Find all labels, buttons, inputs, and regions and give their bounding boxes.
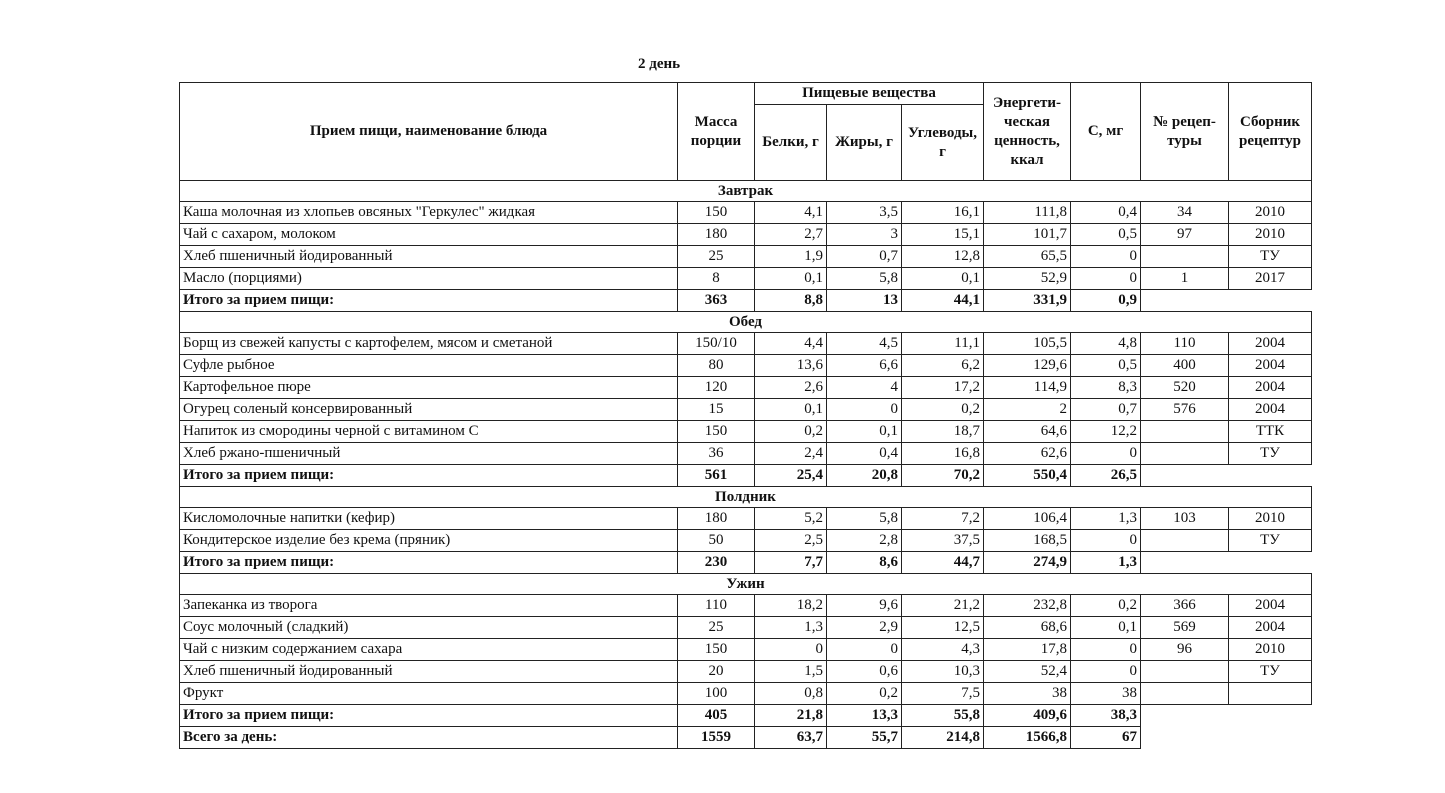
meal-total-fat: 8,6 [827, 552, 902, 574]
dish-collection: 2004 [1229, 595, 1312, 617]
day-total-protein: 63,7 [755, 727, 827, 749]
dish-name: Картофельное пюре [180, 377, 678, 399]
dish-fat: 2,8 [827, 530, 902, 552]
dish-vitc: 0,5 [1071, 224, 1141, 246]
dish-name: Фрукт [180, 683, 678, 705]
meal-total-mass: 363 [678, 290, 755, 312]
dish-fat: 6,6 [827, 355, 902, 377]
dish-name: Масло (порциями) [180, 268, 678, 290]
header-nutrients: Пищевые вещества [755, 83, 984, 105]
dish-fat: 3,5 [827, 202, 902, 224]
dish-protein: 5,2 [755, 508, 827, 530]
dish-protein: 0,8 [755, 683, 827, 705]
dish-row [180, 639, 1312, 661]
dish-row [180, 246, 1312, 268]
dish-vitc: 4,8 [1071, 333, 1141, 355]
meal-total-label: Итого за прием пищи: [180, 465, 678, 487]
dish-carbs: 10,3 [902, 661, 984, 683]
header-vitc: С, мг [1071, 83, 1141, 181]
header-collection: Сборник рецептур [1229, 83, 1312, 181]
dish-name: Соус молочный (сладкий) [180, 617, 678, 639]
dish-mass: 25 [678, 617, 755, 639]
dish-recipe: 520 [1141, 377, 1229, 399]
dish-energy: 68,6 [984, 617, 1071, 639]
dish-carbs: 4,3 [902, 639, 984, 661]
dish-vitc: 12,2 [1071, 421, 1141, 443]
dish-vitc: 0 [1071, 639, 1141, 661]
meal-total-carbs: 55,8 [902, 705, 984, 727]
meal-total-carbs: 70,2 [902, 465, 984, 487]
dish-recipe: 569 [1141, 617, 1229, 639]
section-title: Ужин [180, 574, 1312, 595]
dish-name: Хлеб пшеничный йодированный [180, 661, 678, 683]
dish-collection: 2010 [1229, 202, 1312, 224]
meal-total-energy: 331,9 [984, 290, 1071, 312]
dish-name: Запеканка из творога [180, 595, 678, 617]
day-total-energy: 1566,8 [984, 727, 1071, 749]
dish-vitc: 0 [1071, 246, 1141, 268]
dish-fat: 0,2 [827, 683, 902, 705]
day-total-carbs: 214,8 [902, 727, 984, 749]
dish-fat: 9,6 [827, 595, 902, 617]
dish-protein: 13,6 [755, 355, 827, 377]
dish-mass: 100 [678, 683, 755, 705]
dish-fat: 0,1 [827, 421, 902, 443]
meal-total-protein: 25,4 [755, 465, 827, 487]
blank-cell [1141, 705, 1312, 727]
dish-vitc: 0,2 [1071, 595, 1141, 617]
dish-recipe [1141, 683, 1229, 705]
dish-fat: 0 [827, 639, 902, 661]
dish-vitc: 0,1 [1071, 617, 1141, 639]
meal-total-label: Итого за прием пищи: [180, 290, 678, 312]
meal-total-row [180, 290, 1312, 312]
dish-collection: 2004 [1229, 617, 1312, 639]
dish-vitc: 8,3 [1071, 377, 1141, 399]
meal-total-label: Итого за прием пищи: [180, 705, 678, 727]
dish-carbs: 7,2 [902, 508, 984, 530]
dish-carbs: 12,5 [902, 617, 984, 639]
dish-row [180, 224, 1312, 246]
dish-collection: 2010 [1229, 224, 1312, 246]
dish-protein: 2,5 [755, 530, 827, 552]
section-row [180, 487, 1312, 508]
dish-carbs: 15,1 [902, 224, 984, 246]
dish-row [180, 617, 1312, 639]
dish-vitc: 0 [1071, 443, 1141, 465]
dish-vitc: 0,7 [1071, 399, 1141, 421]
header-meal: Прием пищи, наименование блюда [180, 83, 678, 181]
section-row [180, 312, 1312, 333]
dish-carbs: 16,1 [902, 202, 984, 224]
dish-collection: ТУ [1229, 661, 1312, 683]
dish-collection: ТУ [1229, 443, 1312, 465]
dish-row [180, 268, 1312, 290]
dish-carbs: 0,1 [902, 268, 984, 290]
dish-row [180, 377, 1312, 399]
dish-protein: 1,9 [755, 246, 827, 268]
dish-mass: 150 [678, 639, 755, 661]
dish-protein: 0 [755, 639, 827, 661]
header-mass: Масса порции [678, 83, 755, 181]
dish-row [180, 443, 1312, 465]
dish-fat: 2,9 [827, 617, 902, 639]
dish-protein: 0,1 [755, 399, 827, 421]
dish-name: Кондитерское изделие без крема (пряник) [180, 530, 678, 552]
header-fat: Жиры, г [827, 105, 902, 181]
meal-total-fat: 13 [827, 290, 902, 312]
dish-vitc: 0 [1071, 661, 1141, 683]
dish-row [180, 530, 1312, 552]
header-recipe-no: № рецеп-туры [1141, 83, 1229, 181]
dish-carbs: 21,2 [902, 595, 984, 617]
dish-mass: 50 [678, 530, 755, 552]
dish-carbs: 7,5 [902, 683, 984, 705]
meal-total-row [180, 705, 1312, 727]
meal-total-fat: 20,8 [827, 465, 902, 487]
day-total-vitc: 67 [1071, 727, 1141, 749]
dish-collection: 2010 [1229, 508, 1312, 530]
dish-vitc: 38 [1071, 683, 1141, 705]
dish-energy: 52,4 [984, 661, 1071, 683]
dish-mass: 120 [678, 377, 755, 399]
dish-carbs: 6,2 [902, 355, 984, 377]
meal-total-vitc: 26,5 [1071, 465, 1141, 487]
dish-collection: 2004 [1229, 377, 1312, 399]
dish-collection: ТУ [1229, 246, 1312, 268]
dish-row [180, 399, 1312, 421]
header-carbs: Углеводы, г [902, 105, 984, 181]
dish-carbs: 17,2 [902, 377, 984, 399]
dish-protein: 4,4 [755, 333, 827, 355]
section-row [180, 574, 1312, 595]
dish-mass: 20 [678, 661, 755, 683]
dish-name: Чай с низким содержанием сахара [180, 639, 678, 661]
meal-total-mass: 230 [678, 552, 755, 574]
dish-recipe: 34 [1141, 202, 1229, 224]
day-total-row [180, 727, 1312, 749]
dish-vitc: 0,4 [1071, 202, 1141, 224]
dish-carbs: 18,7 [902, 421, 984, 443]
day-total-fat: 55,7 [827, 727, 902, 749]
dish-energy: 65,5 [984, 246, 1071, 268]
dish-energy: 105,5 [984, 333, 1071, 355]
dish-name: Хлеб ржано-пшеничный [180, 443, 678, 465]
dish-mass: 180 [678, 508, 755, 530]
dish-collection: 2004 [1229, 355, 1312, 377]
dish-recipe: 97 [1141, 224, 1229, 246]
meal-total-row [180, 465, 1312, 487]
dish-mass: 150/10 [678, 333, 755, 355]
dish-name: Чай с сахаром, молоком [180, 224, 678, 246]
blank-cell [1141, 552, 1312, 574]
dish-energy: 111,8 [984, 202, 1071, 224]
dish-collection: 2010 [1229, 639, 1312, 661]
section-row [180, 181, 1312, 202]
dish-fat: 5,8 [827, 508, 902, 530]
dish-collection: 2017 [1229, 268, 1312, 290]
header-energy: Энергети-ческая ценность, ккал [984, 83, 1071, 181]
dish-protein: 0,1 [755, 268, 827, 290]
meal-total-energy: 409,6 [984, 705, 1071, 727]
meal-total-vitc: 1,3 [1071, 552, 1141, 574]
dish-energy: 38 [984, 683, 1071, 705]
dish-recipe [1141, 246, 1229, 268]
dish-recipe: 110 [1141, 333, 1229, 355]
dish-energy: 17,8 [984, 639, 1071, 661]
dish-mass: 80 [678, 355, 755, 377]
dish-recipe: 576 [1141, 399, 1229, 421]
dish-mass: 36 [678, 443, 755, 465]
dish-energy: 232,8 [984, 595, 1071, 617]
dish-row [180, 683, 1312, 705]
section-title: Завтрак [180, 181, 1312, 202]
header-protein: Белки, г [755, 105, 827, 181]
dish-recipe [1141, 530, 1229, 552]
dish-name: Огурец соленый консервированный [180, 399, 678, 421]
dish-energy: 129,6 [984, 355, 1071, 377]
dish-fat: 4 [827, 377, 902, 399]
dish-name: Суфле рыбное [180, 355, 678, 377]
dish-energy: 114,9 [984, 377, 1071, 399]
dish-row [180, 508, 1312, 530]
dish-recipe: 366 [1141, 595, 1229, 617]
dish-protein: 1,5 [755, 661, 827, 683]
menu-table [179, 82, 1312, 749]
blank-cell [1141, 727, 1312, 749]
dish-protein: 2,4 [755, 443, 827, 465]
meal-total-carbs: 44,7 [902, 552, 984, 574]
dish-carbs: 11,1 [902, 333, 984, 355]
dish-name: Напиток из смородины черной с витамином С [180, 421, 678, 443]
meal-total-row [180, 552, 1312, 574]
dish-carbs: 37,5 [902, 530, 984, 552]
day-title: 2 день [638, 56, 681, 72]
dish-collection: ТТК [1229, 421, 1312, 443]
dish-row [180, 421, 1312, 443]
dish-recipe: 1 [1141, 268, 1229, 290]
dish-recipe [1141, 421, 1229, 443]
dish-vitc: 0 [1071, 268, 1141, 290]
dish-fat: 0 [827, 399, 902, 421]
dish-collection: 2004 [1229, 399, 1312, 421]
blank-cell [1141, 290, 1312, 312]
meal-total-vitc: 0,9 [1071, 290, 1141, 312]
dish-name: Борщ из свежей капусты с картофелем, мясом и сметаной [180, 333, 678, 355]
dish-vitc: 0,5 [1071, 355, 1141, 377]
dish-name: Хлеб пшеничный йодированный [180, 246, 678, 268]
meal-total-protein: 21,8 [755, 705, 827, 727]
day-total-mass: 1559 [678, 727, 755, 749]
meal-total-energy: 550,4 [984, 465, 1071, 487]
dish-protein: 1,3 [755, 617, 827, 639]
dish-energy: 101,7 [984, 224, 1071, 246]
dish-vitc: 1,3 [1071, 508, 1141, 530]
dish-collection: 2004 [1229, 333, 1312, 355]
meal-total-label: Итого за прием пищи: [180, 552, 678, 574]
dish-protein: 2,7 [755, 224, 827, 246]
section-title: Обед [180, 312, 1312, 333]
meal-total-protein: 8,8 [755, 290, 827, 312]
dish-row [180, 333, 1312, 355]
dish-fat: 3 [827, 224, 902, 246]
dish-protein: 2,6 [755, 377, 827, 399]
dish-name: Каша молочная из хлопьев овсяных "Геркулес" жидкая [180, 202, 678, 224]
dish-collection: ТУ [1229, 530, 1312, 552]
meal-total-carbs: 44,1 [902, 290, 984, 312]
dish-row [180, 595, 1312, 617]
dish-row [180, 355, 1312, 377]
menu-body [180, 181, 1312, 749]
dish-protein: 4,1 [755, 202, 827, 224]
dish-mass: 25 [678, 246, 755, 268]
dish-fat: 4,5 [827, 333, 902, 355]
dish-protein: 18,2 [755, 595, 827, 617]
dish-carbs: 16,8 [902, 443, 984, 465]
dish-mass: 15 [678, 399, 755, 421]
meal-total-mass: 561 [678, 465, 755, 487]
dish-energy: 168,5 [984, 530, 1071, 552]
dish-mass: 150 [678, 421, 755, 443]
dish-recipe: 96 [1141, 639, 1229, 661]
dish-energy: 62,6 [984, 443, 1071, 465]
dish-name: Кисломолочные напитки (кефир) [180, 508, 678, 530]
dish-recipe [1141, 661, 1229, 683]
dish-collection [1229, 683, 1312, 705]
dish-mass: 150 [678, 202, 755, 224]
meal-total-protein: 7,7 [755, 552, 827, 574]
dish-energy: 52,9 [984, 268, 1071, 290]
dish-row [180, 661, 1312, 683]
section-title: Полдник [180, 487, 1312, 508]
dish-mass: 110 [678, 595, 755, 617]
dish-row [180, 202, 1312, 224]
dish-carbs: 12,8 [902, 246, 984, 268]
meal-total-vitc: 38,3 [1071, 705, 1141, 727]
dish-fat: 0,6 [827, 661, 902, 683]
dish-mass: 8 [678, 268, 755, 290]
day-total-label: Всего за день: [180, 727, 678, 749]
dish-energy: 106,4 [984, 508, 1071, 530]
dish-energy: 64,6 [984, 421, 1071, 443]
dish-carbs: 0,2 [902, 399, 984, 421]
dish-fat: 5,8 [827, 268, 902, 290]
blank-cell [1141, 465, 1312, 487]
dish-protein: 0,2 [755, 421, 827, 443]
dish-recipe [1141, 443, 1229, 465]
dish-recipe: 400 [1141, 355, 1229, 377]
dish-fat: 0,4 [827, 443, 902, 465]
dish-fat: 0,7 [827, 246, 902, 268]
dish-energy: 2 [984, 399, 1071, 421]
meal-total-fat: 13,3 [827, 705, 902, 727]
dish-vitc: 0 [1071, 530, 1141, 552]
dish-recipe: 103 [1141, 508, 1229, 530]
meal-total-mass: 405 [678, 705, 755, 727]
meal-total-energy: 274,9 [984, 552, 1071, 574]
dish-mass: 180 [678, 224, 755, 246]
